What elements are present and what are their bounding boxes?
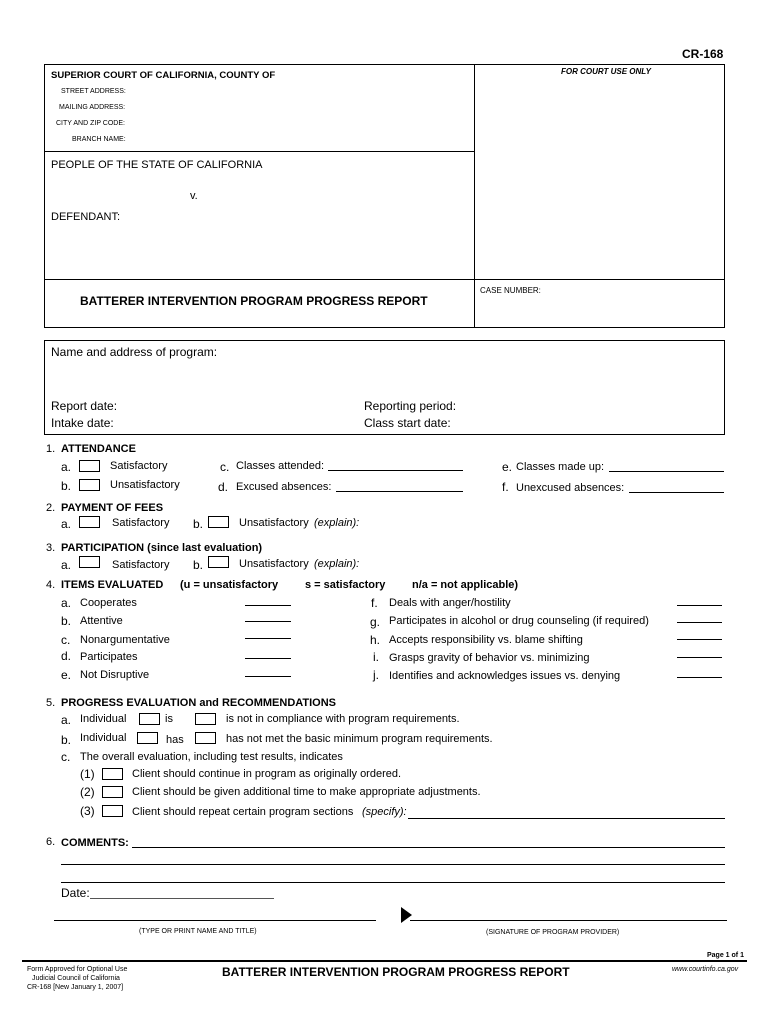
is-not-compliance-checkbox[interactable] bbox=[195, 713, 216, 725]
item-rating-field[interactable] bbox=[677, 622, 722, 623]
branch-name-label: BRANCH NAME: bbox=[72, 136, 126, 143]
case-number-label: CASE NUMBER: bbox=[480, 286, 541, 295]
participation-heading: PARTICIPATION (since last evaluation) bbox=[61, 542, 263, 554]
print-name-field[interactable] bbox=[54, 920, 376, 921]
attendance-satisfactory-checkbox[interactable] bbox=[79, 460, 100, 472]
print-name-caption: (TYPE OR PRINT NAME AND TITLE) bbox=[139, 928, 257, 935]
item-rating-field[interactable] bbox=[245, 676, 291, 677]
unexcused-absences-field[interactable] bbox=[629, 492, 724, 493]
fees-unsatisfactory-checkbox[interactable] bbox=[208, 516, 229, 528]
date-field[interactable] bbox=[90, 898, 274, 899]
has-not-met-checkbox[interactable] bbox=[195, 732, 216, 744]
caption-box bbox=[44, 64, 725, 328]
item-rating-field[interactable] bbox=[677, 677, 722, 678]
class-start-label: Class start date: bbox=[364, 416, 451, 430]
item-rating-field[interactable] bbox=[677, 639, 722, 640]
page-indicator: Page 1 of 1 bbox=[707, 952, 744, 959]
date-label: Date: bbox=[61, 886, 90, 900]
progress-heading: PROGRESS EVALUATION and RECOMMENDATIONS bbox=[61, 697, 337, 709]
revision-label: CR-168 [New January 1, 2007] bbox=[27, 984, 124, 991]
comments-line[interactable] bbox=[132, 847, 725, 848]
court-name-label: SUPERIOR COURT OF CALIFORNIA, COUNTY OF bbox=[51, 70, 276, 81]
form-title: BATTERER INTERVENTION PROGRAM PROGRESS REPORT bbox=[80, 294, 428, 308]
approved-label: Form Approved for Optional Use bbox=[27, 966, 128, 973]
council-label: Judicial Council of California bbox=[32, 975, 120, 982]
footer-rule bbox=[22, 960, 747, 962]
continue-program-checkbox[interactable] bbox=[102, 768, 123, 780]
item-rating-field[interactable] bbox=[245, 621, 291, 622]
items-heading: ITEMS EVALUATED bbox=[61, 579, 164, 591]
intake-date-label: Intake date: bbox=[51, 416, 114, 430]
street-address-label: STREET ADDRESS: bbox=[61, 88, 126, 95]
signature-field[interactable] bbox=[410, 920, 727, 921]
fees-satisfactory-checkbox[interactable] bbox=[79, 516, 100, 528]
signature-caption: (SIGNATURE OF PROGRAM PROVIDER) bbox=[486, 929, 620, 936]
report-date-label: Report date: bbox=[51, 399, 118, 413]
people-label: PEOPLE OF THE STATE OF CALIFORNIA bbox=[51, 159, 263, 171]
excused-absences-field[interactable] bbox=[336, 491, 463, 492]
attendance-heading: ATTENDANCE bbox=[61, 443, 136, 455]
website-link[interactable]: www.courtinfo.ca.gov bbox=[672, 966, 739, 973]
specify-sections-field[interactable] bbox=[408, 818, 725, 819]
mailing-address-label: MAILING ADDRESS: bbox=[59, 104, 126, 111]
city-zip-label: CITY AND ZIP CODE: bbox=[56, 120, 125, 127]
item-rating-field[interactable] bbox=[245, 658, 291, 659]
caption-divider bbox=[474, 64, 475, 328]
classes-made-up-field[interactable] bbox=[609, 471, 724, 472]
footer-title: BATTERER INTERVENTION PROGRAM PROGRESS REPORT bbox=[222, 965, 570, 979]
item-rating-field[interactable] bbox=[245, 605, 291, 606]
individual-has-checkbox[interactable] bbox=[137, 732, 158, 744]
court-use-label: FOR COURT USE ONLY bbox=[561, 67, 651, 76]
comments-heading: COMMENTS: bbox=[61, 837, 129, 849]
program-name-label: Name and address of program: bbox=[51, 345, 218, 359]
individual-is-checkbox[interactable] bbox=[139, 713, 160, 725]
item-rating-field[interactable] bbox=[677, 657, 722, 658]
item-rating-field[interactable] bbox=[245, 638, 291, 639]
attendance-unsatisfactory-checkbox[interactable] bbox=[79, 479, 100, 491]
form-number: CR-168 bbox=[682, 47, 724, 61]
participation-unsatisfactory-checkbox[interactable] bbox=[208, 556, 229, 568]
repeat-sections-checkbox[interactable] bbox=[102, 805, 123, 817]
comments-line[interactable] bbox=[61, 864, 725, 865]
item-rating-field[interactable] bbox=[677, 605, 722, 606]
versus-label: v. bbox=[190, 190, 198, 202]
reporting-period-label: Reporting period: bbox=[364, 399, 457, 413]
additional-time-checkbox[interactable] bbox=[102, 786, 123, 798]
comments-line[interactable] bbox=[61, 882, 725, 883]
defendant-label: DEFENDANT: bbox=[51, 211, 121, 223]
participation-satisfactory-checkbox[interactable] bbox=[79, 556, 100, 568]
classes-attended-field[interactable] bbox=[328, 470, 463, 471]
fees-heading: PAYMENT OF FEES bbox=[61, 502, 164, 514]
